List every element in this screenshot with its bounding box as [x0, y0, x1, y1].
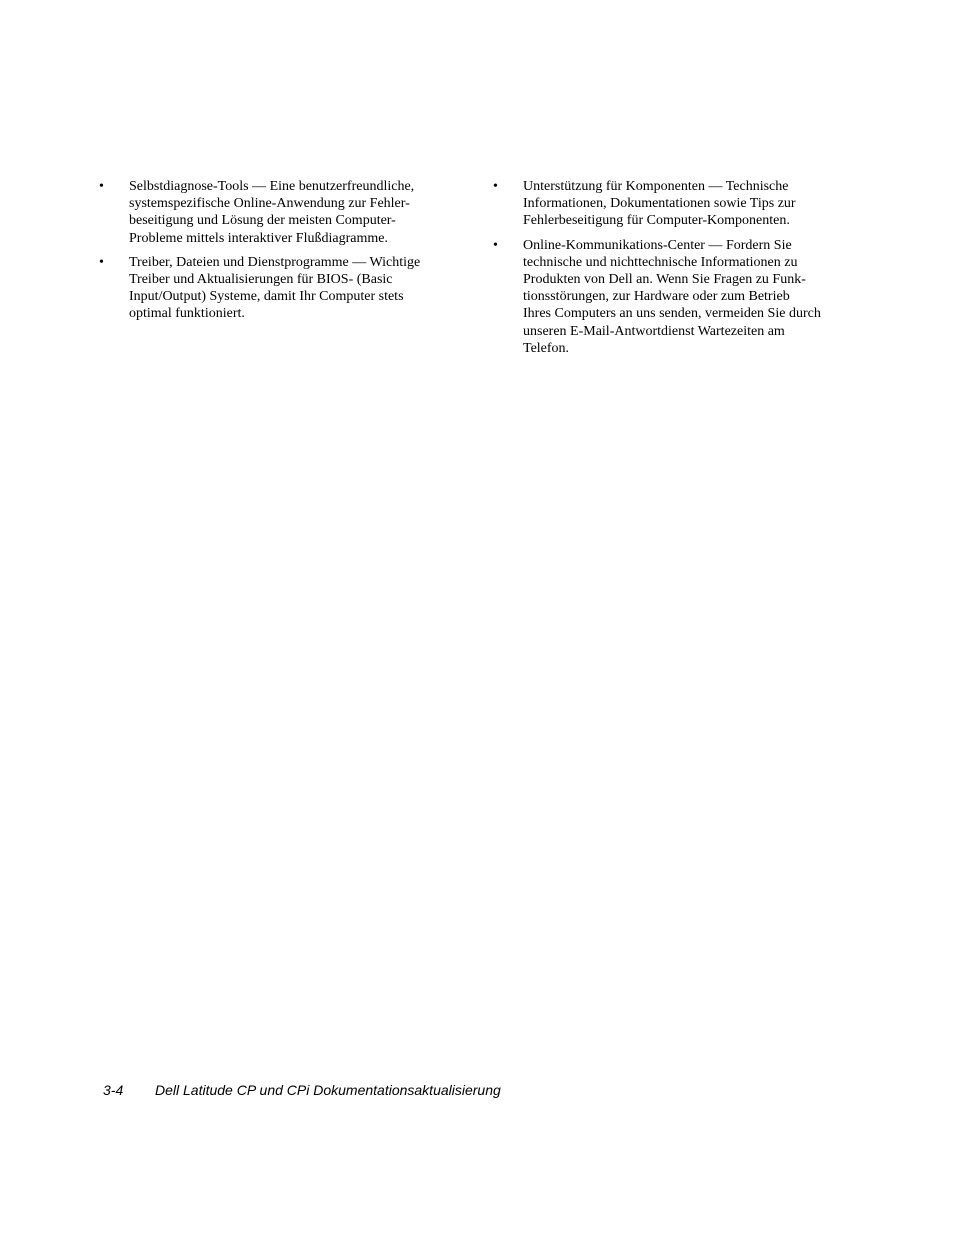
list-item-text-line: Treiber, Dateien und Dienstprogramme — Wichtige	[129, 254, 421, 270]
bullet-list-left	[97, 178, 462, 323]
right-column	[491, 178, 856, 364]
list-item-unterstuetzung-komponenten	[491, 178, 856, 230]
list-item-text-line: Online-Kommunikations-Center — Fordern Sie	[523, 237, 792, 253]
list-item-text-line: technische und nichttechnische Informationen zu	[523, 254, 798, 270]
bullet-icon: •	[493, 179, 498, 194]
page-footer	[103, 1081, 501, 1099]
list-item-text-line: Telefon.	[523, 340, 570, 356]
left-column	[97, 178, 462, 330]
list-item-text-line: systemspezifische Online-Anwendung zur Fehler-	[129, 196, 410, 212]
list-item-text-line: beseitigung und Lösung der meisten Computer-	[129, 213, 396, 229]
list-item-text-line: Fehlerbeseitigung für Computer-Komponenten.	[523, 213, 790, 229]
list-item-text-line: Input/Output) Systeme, damit Ihr Computer stets	[129, 289, 404, 305]
page-number: 3-4	[103, 1082, 124, 1098]
list-item-text-line: Ihres Computers an uns senden, vermeiden Sie durch	[523, 306, 821, 322]
list-item-text-line: Informationen, Dokumentationen sowie Tips zur	[523, 196, 796, 212]
list-item-text-line: Unterstützung für Komponenten — Technische	[523, 179, 789, 194]
bullet-list-right	[491, 178, 856, 357]
list-item-text-line: tionsstörungen, zur Hardware oder zum Betrieb	[523, 289, 790, 305]
list-item-text-line: Probleme mittels interaktiver Flußdiagramme.	[129, 230, 388, 246]
bullet-icon: •	[99, 254, 104, 270]
document-title: Dell Latitude CP und CPi Dokumentationsaktualisierung	[155, 1082, 501, 1098]
list-item-text-line: Treiber und Aktualisierungen für BIOS- (Basic	[129, 272, 393, 288]
list-item-text-line: Produkten von Dell an. Wenn Sie Fragen zu Funk-	[523, 272, 806, 288]
bullet-icon: •	[493, 237, 498, 253]
list-item-treiber-dateien	[97, 254, 462, 323]
list-item-online-kommunikations-center	[491, 237, 856, 357]
bullet-icon: •	[99, 179, 104, 194]
list-item-text-line: Selbstdiagnose-Tools — Eine benutzerfreundliche,	[129, 179, 415, 194]
list-item-text-line: optimal funktioniert.	[129, 306, 245, 322]
list-item-selbstdiagnose-tools	[97, 178, 462, 247]
list-item-text-line: unseren E-Mail-Antwortdienst Wartezeiten am	[523, 323, 785, 339]
